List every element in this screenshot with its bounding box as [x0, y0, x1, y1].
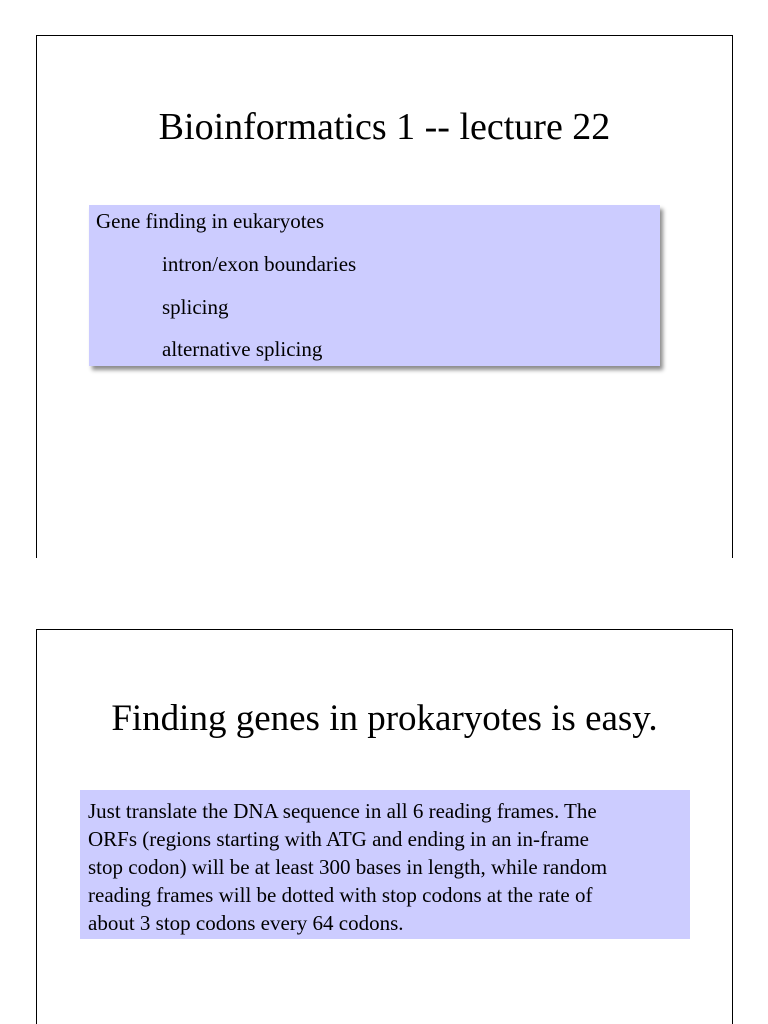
body-text-line: ORFs (regions starting with ATG and ending in an in-frame: [88, 827, 590, 851]
body-text-line: about 3 stop codons every 64 codons.: [88, 911, 404, 935]
body-text-line: Just translate the DNA sequence in all 6 reading frames. The: [88, 799, 597, 823]
topic-item: splicing: [162, 295, 229, 319]
body-text-box: [80, 790, 690, 939]
slide-title: Bioinformatics 1 -- lecture 22: [158, 106, 611, 148]
topic-heading: Gene finding in eukaryotes: [96, 209, 325, 233]
topic-item: intron/exon boundaries: [162, 252, 357, 276]
body-text-line: reading frames will be dotted with stop codons at the rate of: [88, 883, 593, 907]
slide-1: [36, 35, 733, 558]
slide-title: Finding genes in prokaryotes is easy.: [111, 698, 658, 739]
topic-item: alternative splicing: [162, 337, 323, 361]
body-text-line: stop codon) will be at least 300 bases in length, while random: [88, 855, 608, 879]
slide-2: [36, 629, 733, 1024]
topic-box: [89, 205, 660, 366]
